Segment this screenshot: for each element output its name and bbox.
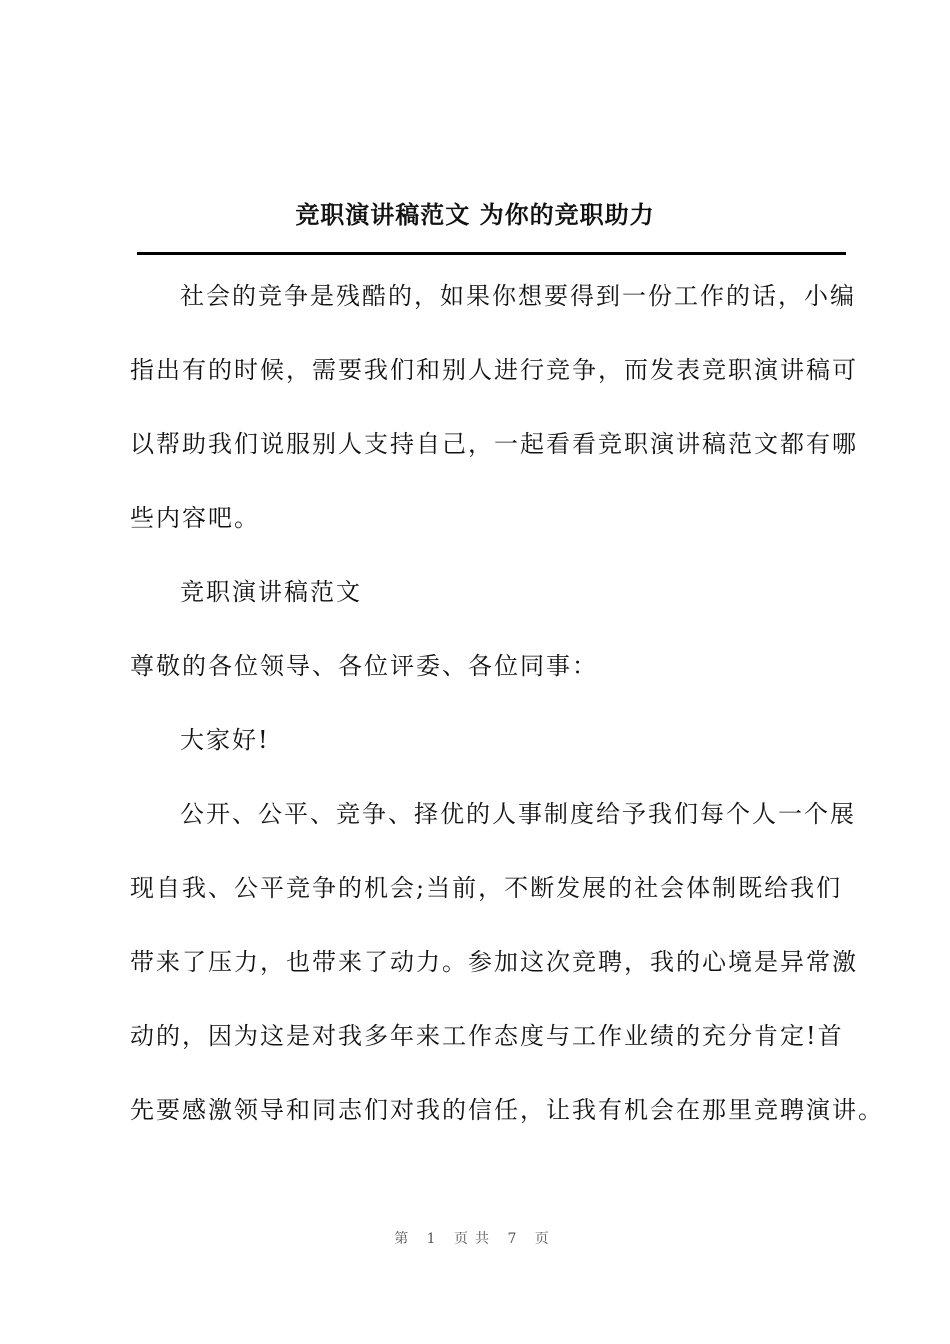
paragraph-line: 些内容吧。 bbox=[130, 504, 260, 532]
paragraph-line: 以帮助我们说服别人支持自己，一起看看竞职演讲稿范文都有哪 bbox=[130, 430, 858, 458]
title-underline bbox=[137, 252, 846, 255]
paragraph-line: 带来了压力，也带来了动力。参加这次竞聘，我的心境是异常激 bbox=[130, 948, 858, 976]
paragraph-line: 先要感激领导和同志们对我的信任，让我有机会在那里竞聘演讲。 bbox=[130, 1096, 884, 1124]
paragraph-line: 社会的竞争是残酷的，如果你想要得到一份工作的话，小编 bbox=[180, 282, 856, 310]
document-title: 竞职演讲稿范文 为你的竞职助力 bbox=[295, 200, 655, 229]
page-number: 第 1 页共 7 页 bbox=[394, 1231, 556, 1247]
paragraph-line: 动的，因为这是对我多年来工作态度与工作业绩的充分肯定!首 bbox=[130, 1022, 844, 1050]
paragraph-line: 公开、公平、竞争、择优的人事制度给予我们每个人一个展 bbox=[180, 800, 856, 828]
salutation-line: 尊敬的各位领导、各位评委、各位同事： bbox=[130, 652, 598, 680]
greeting-line: 大家好! bbox=[180, 726, 270, 754]
paragraph-line: 现自我、公平竞争的机会;当前，不断发展的社会体制既给我们 bbox=[130, 874, 843, 902]
paragraph-line: 指出有的时候，需要我们和别人进行竞争，而发表竞职演讲稿可 bbox=[130, 356, 858, 384]
section-heading: 竞职演讲稿范文 bbox=[180, 578, 362, 606]
